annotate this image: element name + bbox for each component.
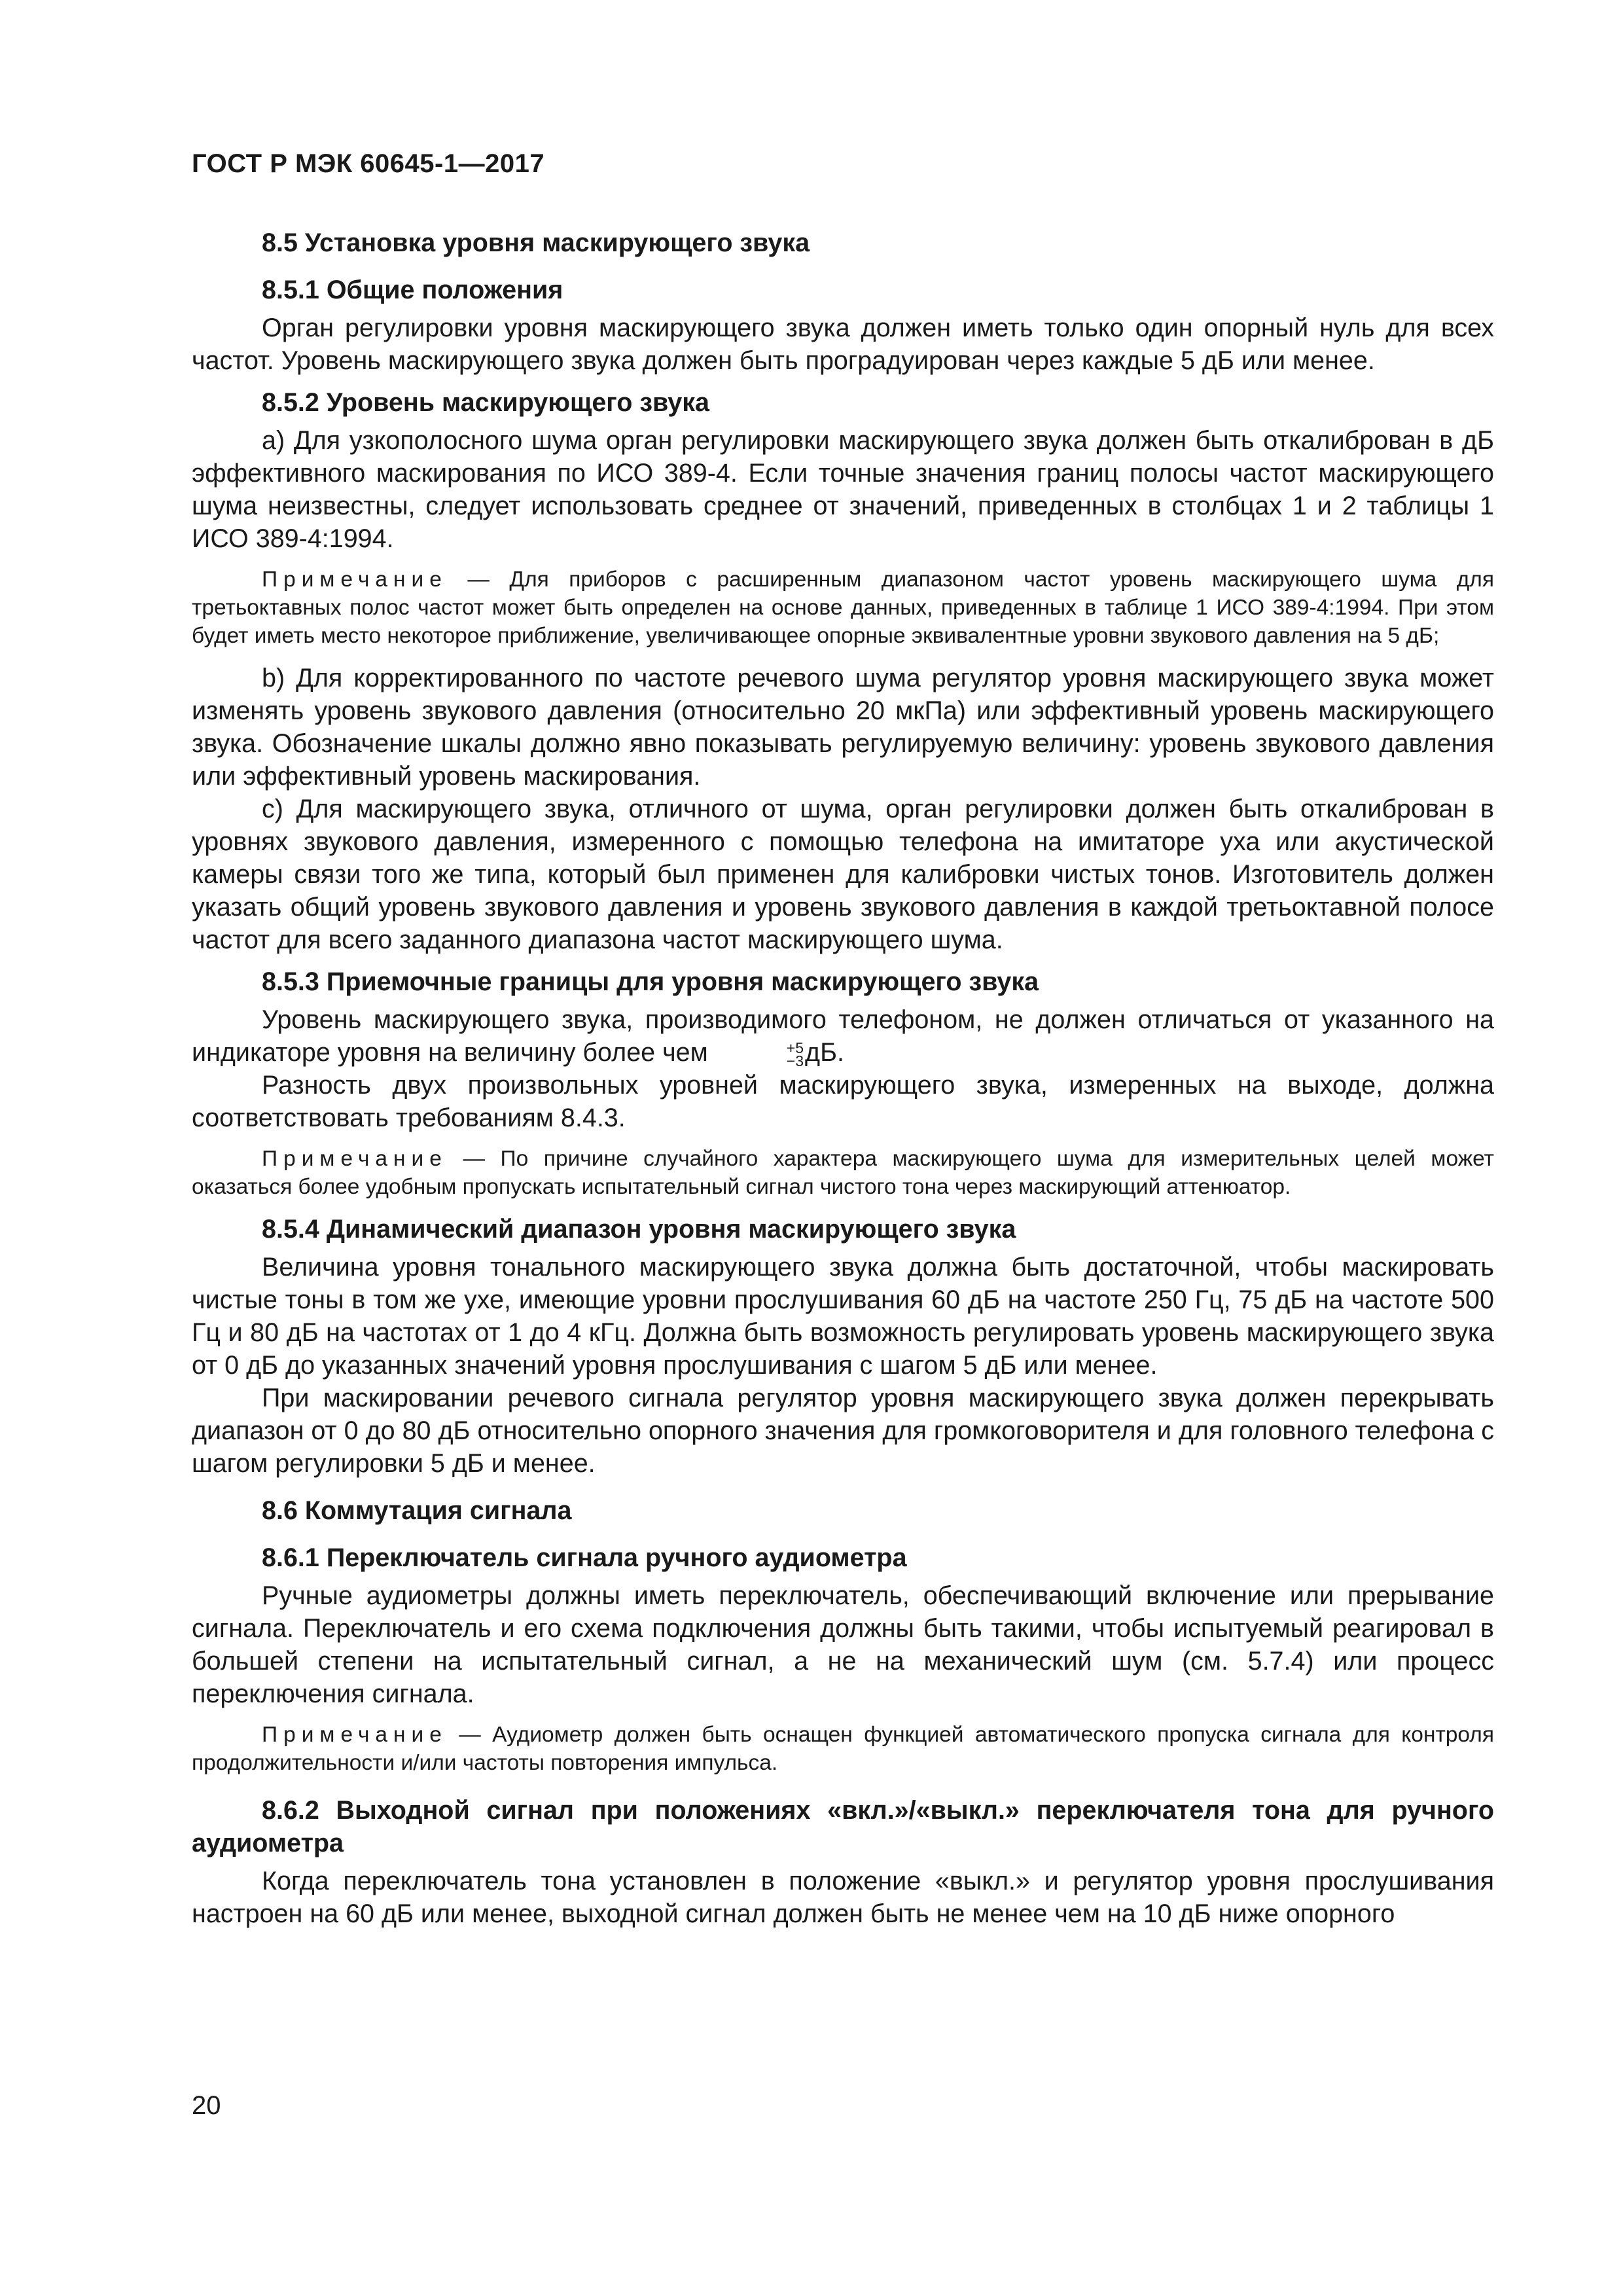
paragraph	[192, 1003, 1494, 1069]
note	[192, 565, 1494, 650]
paragraph: с) Для маскирующего звука, отличного от шума, орган регулировки должен быть откалиброван в уровнях звукового давления, измеренного с помощью телефона на имитаторе уха или акустической камеры связи того же типа, который был применен для калибровки чистых тонов. Изготовитель должен указать общий уровень звукового давления и уровень звукового давления в каждой третьоктавной полосе частот для всего заданного диапазона частот маскирующего шума.	[192, 795, 1494, 954]
subsection-heading-8-5-1: 8.5.1 Общие положения	[262, 276, 563, 304]
paragraph: Величина уровня тонального маскирующего звука должна быть достаточной, чтобы маскировать чистые тоны в том же ухе, имеющие уровни прослушивания 60 дБ на частоте 250 Гц, 75 дБ на частоте 500 Гц и 80 дБ на частотах от 1 до 4 кГц. Должна быть возможность регулировать уровень маскирующего звука от 0 дБ до указанных значений уровня прослушивания с шагом 5 дБ или менее.	[192, 1253, 1494, 1380]
note-label: Примечание	[262, 1147, 448, 1171]
paragraph: Разность двух произвольных уровней маскирующего звука, измеренных на выходе, должна соответствовать требованиям 8.4.3.	[192, 1071, 1494, 1132]
section-heading-8-5: 8.5 Установка уровня маскирующего звука	[262, 228, 810, 257]
subsection-heading-8-5-3: 8.5.3 Приемочные границы для уровня маскирующего звука	[262, 967, 1039, 996]
tolerance-minus: −3	[786, 1052, 804, 1069]
note-text: — Для приборов с расширенным диапазоном частот уровень маскирующего шума для третьоктавных полос частот может быть определен на основе данных, приведенных в таблице 1 ИСО 389-4:1994. При этом будет иметь место некоторое приближение, увеличивающее опорные эквивалентные уровни звукового давления на 5 дБ;	[192, 567, 1494, 648]
subsection-heading-8-6-1: 8.6.1 Переключатель сигнала ручного аудиометра	[262, 1543, 907, 1572]
note-text: — Аудиометр должен быть оснащен функцией автоматического пропуска сигнала для контроля продолжительности и/или частоты повторения импульса.	[192, 1723, 1494, 1775]
note	[192, 1145, 1494, 1201]
subsection-heading-8-6-2: 8.6.2 Выходной сигнал при положениях «вкл.»/«выкл.» переключателя тона для ручного аудиометра	[192, 1796, 1494, 1857]
paragraph: Орган регулировки уровня маскирующего звука должен иметь только один опорный нуль для всех частот. Уровень маскирующего звука должен быть проградуирован через каждые 5 дБ или менее.	[192, 314, 1494, 375]
page-number: 20	[192, 2091, 221, 2120]
paragraph: а) Для узкополосного шума орган регулировки маскирующего звука должен быть откалиброван в дБ эффективного маскирования по ИСО 389-4. Если точные значения границ полосы частот маскирующего шума неизвестны, следует использовать среднее от значений, приведенных в столбцах 1 и 2 таблицы 1 ИСО 389-4:1994.	[192, 426, 1494, 553]
tolerance-plus: +5	[786, 1039, 804, 1056]
paragraph: Ручные аудиометры должны иметь переключатель, обеспечивающий включение или прерывание сигнала. Переключатель и его схема подключения должны быть такими, чтобы испытуемый реагировал в большей степени на испытательный сигнал, а не на механический шум (см. 5.7.4) или процесс переключения сигнала.	[192, 1581, 1494, 1708]
paragraph: При маскировании речевого сигнала регулятор уровня маскирующего звука должен перекрывать диапазон от 0 до 80 дБ относительно опорного значения для громкоговорителя и для головного телефона с шагом регулировки 5 дБ и менее.	[192, 1384, 1494, 1478]
paragraph-text: дБ.	[805, 1038, 844, 1067]
note-text: — По причине случайного характера маскирующего шума для измерительных целей может оказаться более удобным пропускать испытательный сигнал чистого тона через маскирующий аттенюатор.	[192, 1147, 1494, 1199]
document-body	[192, 220, 1494, 1930]
paragraph: Когда переключатель тона установлен в положение «выкл.» и регулятор уровня прослушивания настроен на 60 дБ или менее, выходной сигнал должен быть не менее чем на 10 дБ ниже опорного	[192, 1867, 1494, 1928]
note	[192, 1721, 1494, 1777]
tolerance	[717, 1041, 804, 1067]
subsection-heading-8-5-2: 8.5.2 Уровень маскирующего звука	[262, 388, 709, 417]
paragraph: b) Для корректированного по частоте речевого шума регулятор уровня маскирующего звука может изменять уровень звукового давления (относительно 20 мкПа) или эффективный уровень маскирующего звука. Обозначение шкалы должно явно показывать регулируемую величину: уровень звукового давления или эффективный уровень маскирования.	[192, 664, 1494, 791]
section-heading-8-6: 8.6 Коммутация сигнала	[262, 1496, 572, 1525]
subsection-heading-8-5-4: 8.5.4 Динамический диапазон уровня маскирующего звука	[262, 1215, 1016, 1244]
note-label: Примечание	[262, 1723, 448, 1747]
note-label: Примечание	[262, 567, 448, 592]
document-header: ГОСТ Р МЭК 60645-1—2017	[192, 149, 545, 178]
paragraph-text: Уровень маскирующего звука, производимого телефоном, не должен отличаться от указанного на индикаторе уровня на величину более чем	[192, 1005, 1494, 1067]
